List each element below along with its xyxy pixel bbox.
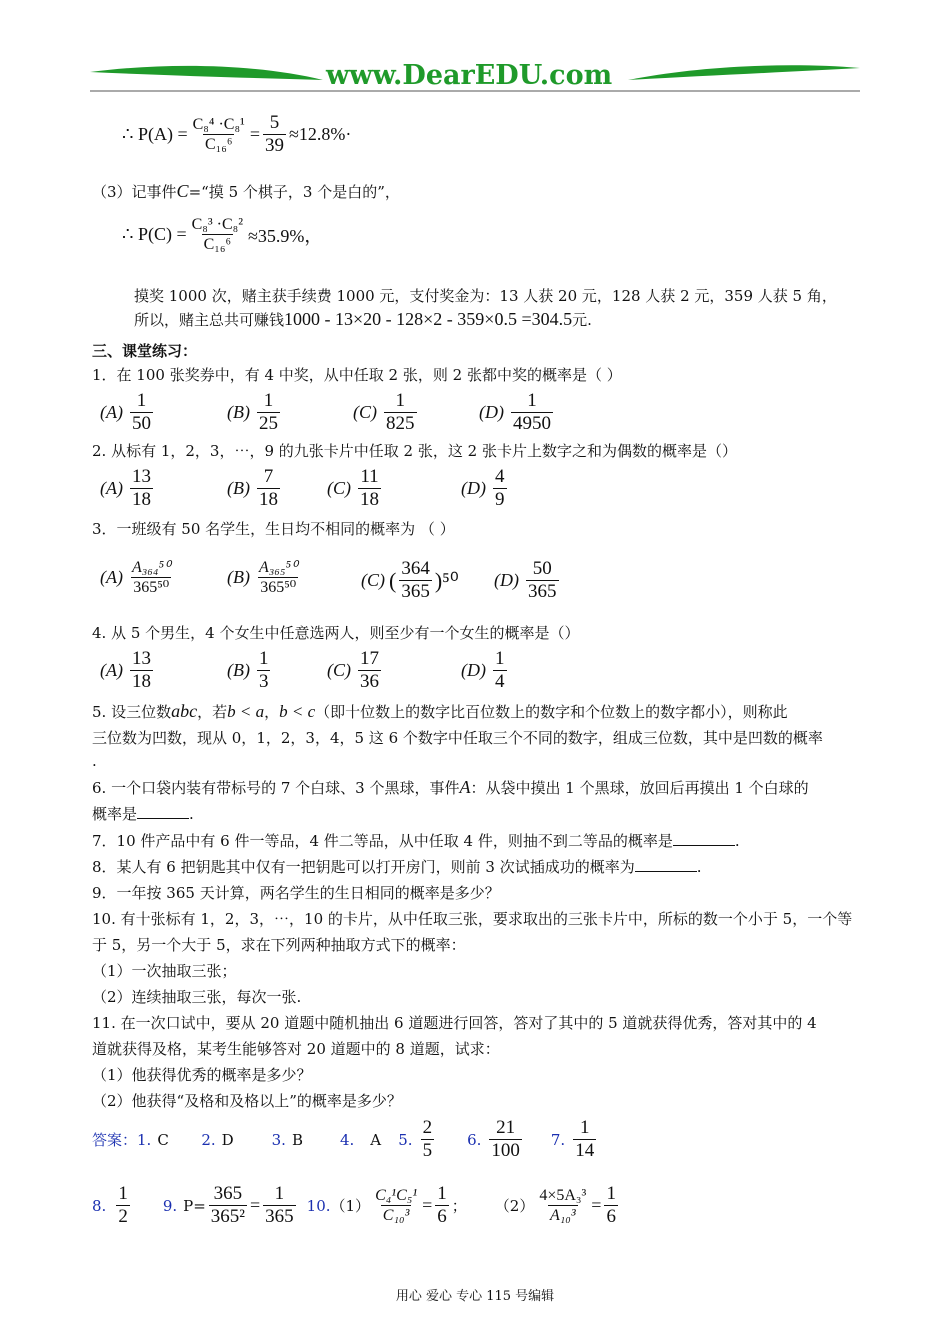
option-label: (C) xyxy=(327,660,351,680)
opt-den: 365 xyxy=(401,581,430,602)
pa-value: ≈12.8% xyxy=(288,124,346,144)
solution-pa xyxy=(122,112,351,157)
opt-paren-close: )⁵⁰ xyxy=(434,567,459,593)
ans7-num: 7. xyxy=(550,1130,566,1149)
ans9-prefix: P= xyxy=(183,1196,206,1215)
opt-den: 18 xyxy=(131,671,151,692)
q5-var: abc xyxy=(171,701,198,721)
q2-option-c xyxy=(327,466,384,511)
ans10-p1-den: C₁₀³ xyxy=(382,1207,410,1224)
opt-num: A₃₆₄⁵⁰ xyxy=(131,559,171,576)
ans9-fraction-1 xyxy=(209,1183,247,1228)
opt-num: 364 xyxy=(401,558,430,579)
page-footer: 用心 爱心 专心 115 号编辑 xyxy=(395,1289,555,1304)
ans10-p2-rnum: 1 xyxy=(606,1183,616,1204)
q8-b: . xyxy=(696,858,702,876)
opt-num: 1 xyxy=(395,390,405,411)
q10-line1: 10. 有十张标有 1，2，3，⋯，10 的卡片，从中任取三张，要求取出的三张卡片中，所标的数一个小于 5，一个等 xyxy=(92,910,853,928)
ans10-p1-rnum: 1 xyxy=(437,1183,447,1204)
option-label: (A) xyxy=(100,402,123,422)
part3-text: =“摸 5 个棋子，3 个是白的”， xyxy=(188,183,400,201)
q4-option-d xyxy=(461,648,510,693)
option-label: (C) xyxy=(353,402,377,422)
ans4-num: 4. xyxy=(339,1130,355,1149)
ans9-f2-num: 1 xyxy=(274,1183,285,1204)
ans6-frac-den: 100 xyxy=(491,1140,520,1161)
ans7-frac-den: 14 xyxy=(575,1140,595,1161)
option-label: (A) xyxy=(100,660,123,680)
q3-option-b xyxy=(227,558,302,597)
q6-line2-b: . xyxy=(189,805,194,823)
option-label: (C) xyxy=(361,570,385,590)
ans8-frac-num: 1 xyxy=(118,1183,128,1204)
pc-num: C₈³ ·C₈² xyxy=(191,216,244,233)
q11-line3: （1）他获得优秀的概率是多少？ xyxy=(92,1066,312,1084)
q1-option-c xyxy=(353,390,420,435)
part3-line xyxy=(92,180,400,203)
opt-den: 3 xyxy=(258,671,269,692)
q2-option-d xyxy=(461,466,510,511)
pc-prefix: ∴ P(C) = xyxy=(122,224,187,244)
header-logo-text: www.DearEDU.com xyxy=(326,60,613,91)
ans1-val: C xyxy=(157,1130,169,1149)
option-label: (B) xyxy=(227,478,250,498)
q3-text: 3．一班级有 50 名学生，生日均不相同的概率为 （ ） xyxy=(92,520,455,538)
ans6-num: 6. xyxy=(467,1130,482,1149)
q7-a: 7．10 件产品中有 6 件一等品，4 件二等品，从中任取 4 件，则抽不到二等品的概率是 xyxy=(92,832,673,850)
opt-den: 18 xyxy=(258,489,278,510)
q11-line4: （2）他获得“及格和及格以上”的概率是多少？ xyxy=(92,1092,402,1110)
pa-result-fraction xyxy=(263,112,286,157)
q1-option-a xyxy=(100,390,156,435)
opt-num: 11 xyxy=(360,466,379,487)
option-label: (A) xyxy=(100,478,123,498)
ans8-num: 8. xyxy=(92,1196,107,1215)
pa-num: C₈⁴ ·C₈¹ xyxy=(192,116,245,133)
q6-b: ：从袋中摸出 1 个黑球，放回后再摸出 1 个白球的 xyxy=(470,779,809,797)
q9-line: 9．一年按 365 天计算，两名学生的生日相同的概率是多少？ xyxy=(92,884,500,902)
q5-cond2: b < c xyxy=(279,702,316,721)
q5-line3: . xyxy=(92,752,97,770)
opt-num: 7 xyxy=(263,466,274,487)
q1-text: 1．在 100 张奖券中，有 4 中奖，从中任取 2 张，则 2 张都中奖的概率是（ ） xyxy=(92,366,622,384)
q11-line2: 道就获得及格，某考生能够答对 20 道题中的 8 道题，试求： xyxy=(92,1040,500,1058)
opt-num: 17 xyxy=(360,648,379,669)
ans7-fraction xyxy=(573,1117,596,1162)
ans9-fraction-2 xyxy=(263,1183,296,1228)
option-label: (D) xyxy=(494,570,519,590)
opt-den: 365⁵⁰ xyxy=(260,579,297,596)
q10-line3: （1）一次抽取三张； xyxy=(92,962,237,980)
opt-den: 25 xyxy=(258,413,278,434)
option-label: (B) xyxy=(227,660,250,680)
answers-row-2 xyxy=(92,1183,621,1228)
ans10-part2-fraction xyxy=(537,1186,588,1225)
ans7-frac-num: 1 xyxy=(579,1117,590,1138)
q6-var: A xyxy=(459,777,471,797)
ans9-eq: = xyxy=(250,1195,261,1215)
q3-option-c xyxy=(361,558,459,603)
q10-line2: 于 5，另一个大于 5，求在下列两种抽取方式下的概率： xyxy=(92,936,466,954)
ans3-val: B xyxy=(291,1130,303,1149)
ans10-p1-num: C₄¹C₅¹ xyxy=(375,1187,418,1204)
opt-den: 825 xyxy=(386,413,415,434)
ans10-p2-rden: 6 xyxy=(606,1206,616,1227)
ans1-num: 1. xyxy=(137,1130,152,1149)
opt-num: 50 xyxy=(532,558,552,579)
option-label: (B) xyxy=(227,567,250,587)
ans8-frac-den: 2 xyxy=(118,1206,128,1227)
ans10-part1-label: （1） xyxy=(330,1197,371,1215)
pa-prefix: ∴ P(A) = xyxy=(122,124,188,144)
opt-num: 1 xyxy=(136,390,147,411)
solution-pc xyxy=(122,215,322,254)
ans5-fraction xyxy=(421,1117,435,1162)
option-label: (D) xyxy=(461,660,486,680)
opt-den: 18 xyxy=(360,489,379,510)
q8-line xyxy=(92,856,702,878)
ans9-f1-den: 365² xyxy=(210,1206,245,1227)
q5-a: 5. 设三位数 xyxy=(92,703,172,721)
para-2 xyxy=(134,308,592,331)
q4-option-a xyxy=(100,648,156,693)
q8-answer-blank xyxy=(635,857,697,872)
opt-den: 18 xyxy=(131,489,151,510)
ans5-frac-den: 5 xyxy=(422,1140,433,1161)
ans2-val: D xyxy=(221,1130,234,1149)
ans10-p2-den: A₁₀³ xyxy=(549,1207,576,1224)
q1-option-b xyxy=(227,390,283,435)
q6-line2 xyxy=(92,803,194,825)
q5-d: （即十位数上的数字比百位数上的数字和个位数上的数字都小），则称此 xyxy=(315,703,788,721)
q5-c: ， xyxy=(264,703,280,721)
ans10-sep: ； xyxy=(451,1197,467,1215)
pc-den: C₁₆⁶ xyxy=(203,236,232,253)
ans10-p2-eq: = xyxy=(591,1195,602,1215)
pc-value: ≈35.9%， xyxy=(248,225,323,246)
q6-line2-a: 概率是 xyxy=(92,805,138,823)
pa-res-den: 39 xyxy=(264,135,284,156)
q6-line1 xyxy=(92,776,809,799)
section-title: 三、课堂练习： xyxy=(92,342,198,360)
q5-cond1: b < a xyxy=(227,702,265,721)
answers-row-1 xyxy=(92,1117,599,1162)
ans2-num: 2. xyxy=(201,1130,216,1149)
q3-option-a xyxy=(100,558,175,597)
opt-num: 13 xyxy=(131,466,151,487)
opt-num: 1 xyxy=(263,390,274,411)
opt-den: 365 xyxy=(528,581,557,602)
q2-option-b xyxy=(227,466,283,511)
q5-line2: 三位数为凹数，现从 0，1，2，3，4，5 这 6 个数字中任取三个不同的数字，组成三位数，其中是凹数的概率 xyxy=(92,729,823,747)
opt-den: 50 xyxy=(131,413,151,434)
q4-option-c xyxy=(327,648,384,693)
para2-formula: 1000 - 13×20 - 128×2 - 359×0.5 =304.5 xyxy=(284,309,573,329)
opt-num: 1 xyxy=(495,648,505,669)
opt-den: 4 xyxy=(495,671,505,692)
ans10-part2-result xyxy=(604,1183,618,1228)
part3-var: C xyxy=(176,181,189,201)
option-label: (D) xyxy=(461,478,486,498)
q10-line4: （2）连续抽取三张，每次一张. xyxy=(92,988,302,1006)
ans10-p2-num: 4×5A₃³ xyxy=(539,1187,587,1204)
option-label: (B) xyxy=(227,402,250,422)
opt-num: A₃₆₅⁵⁰ xyxy=(258,559,298,576)
option-label: (C) xyxy=(327,478,351,498)
ans9-f1-num: 365 xyxy=(213,1183,243,1204)
header-banner xyxy=(88,58,863,100)
ans6-fraction xyxy=(489,1117,522,1162)
ans10-p1-rden: 6 xyxy=(437,1206,447,1227)
opt-den: 9 xyxy=(495,489,505,510)
ans9-num: 9. xyxy=(162,1196,178,1215)
q6-answer-blank xyxy=(137,804,189,819)
q8-a: 8．某人有 6 把钥匙其中仅有一把钥匙可以打开房门，则前 3 次试插成功的概率为 xyxy=(92,858,635,876)
pa-res-num: 5 xyxy=(269,112,280,133)
ans3-num: 3. xyxy=(271,1130,286,1149)
ans5-frac-num: 2 xyxy=(422,1117,433,1138)
ans4-val: A xyxy=(370,1130,382,1149)
ans10-num: 10. xyxy=(306,1196,331,1215)
opt-num: 1 xyxy=(527,390,537,411)
option-label: (A) xyxy=(100,567,123,587)
ans9-f2-den: 365 xyxy=(265,1206,294,1227)
opt-num: 1 xyxy=(258,648,269,669)
q7-b: . xyxy=(734,832,740,850)
pa-den: C₁₆⁶ xyxy=(205,136,233,153)
ans10-part1-result xyxy=(435,1183,449,1228)
q2-option-a xyxy=(100,466,156,511)
q5-line1 xyxy=(92,700,788,723)
opt-den: 36 xyxy=(360,671,379,692)
ans6-frac-num: 21 xyxy=(496,1117,516,1138)
q7-answer-blank xyxy=(673,831,735,846)
q4-option-b xyxy=(227,648,273,693)
part3-label: （3）记事件 xyxy=(92,183,177,201)
ans10-part2-label: （2） xyxy=(494,1197,535,1215)
para2-c: 元. xyxy=(572,311,592,329)
ans8-fraction xyxy=(116,1183,130,1228)
pa-eq: = xyxy=(249,124,260,144)
pc-combination-fraction xyxy=(190,215,245,254)
opt-paren-open: ( xyxy=(389,567,397,593)
q2-text: 2. 从标有 1，2，3，⋯，9 的九张卡片中任取 2 张，这 2 张卡片上数字之和为偶数的概率是（） xyxy=(92,442,737,460)
pa-combination-fraction xyxy=(191,115,247,154)
ans10-part1-fraction xyxy=(373,1186,419,1225)
opt-den: 4950 xyxy=(513,413,551,434)
para2-a: 所以，赌主总共可赚钱 xyxy=(134,311,285,329)
para-1: 摸奖 1000 次，赌主获手续费 1000 元，支付奖金为：13 人获 20 元，128 人获 2 元，359 人获 5 角， xyxy=(134,287,837,305)
q4-text: 4. 从 5 个男生，4 个女生中任意选两人，则至少有一个女生的概率是（） xyxy=(92,624,580,642)
option-label: (D) xyxy=(479,402,504,422)
answers-label: 答案： xyxy=(92,1131,138,1149)
q6-a: 6. 一个口袋内装有带标号的 7 个白球、3 个黑球，事件 xyxy=(92,779,460,797)
ans10-p1-eq: = xyxy=(422,1195,433,1215)
opt-num: 13 xyxy=(131,648,151,669)
q3-option-d xyxy=(494,558,562,603)
opt-num: 4 xyxy=(495,466,505,487)
opt-den: 365⁵⁰ xyxy=(133,579,170,596)
ans5-num: 5. xyxy=(398,1130,413,1149)
q7-line xyxy=(92,830,740,852)
q1-option-d xyxy=(479,390,556,435)
pa-end: · xyxy=(345,124,352,144)
q11-line1: 11. 在一次口试中，要从 20 道题中随机抽出 6 道题进行回答，答对了其中的 5 道就获得优秀，答对其中的 4 xyxy=(92,1014,817,1032)
q5-b: ，若 xyxy=(197,703,228,721)
